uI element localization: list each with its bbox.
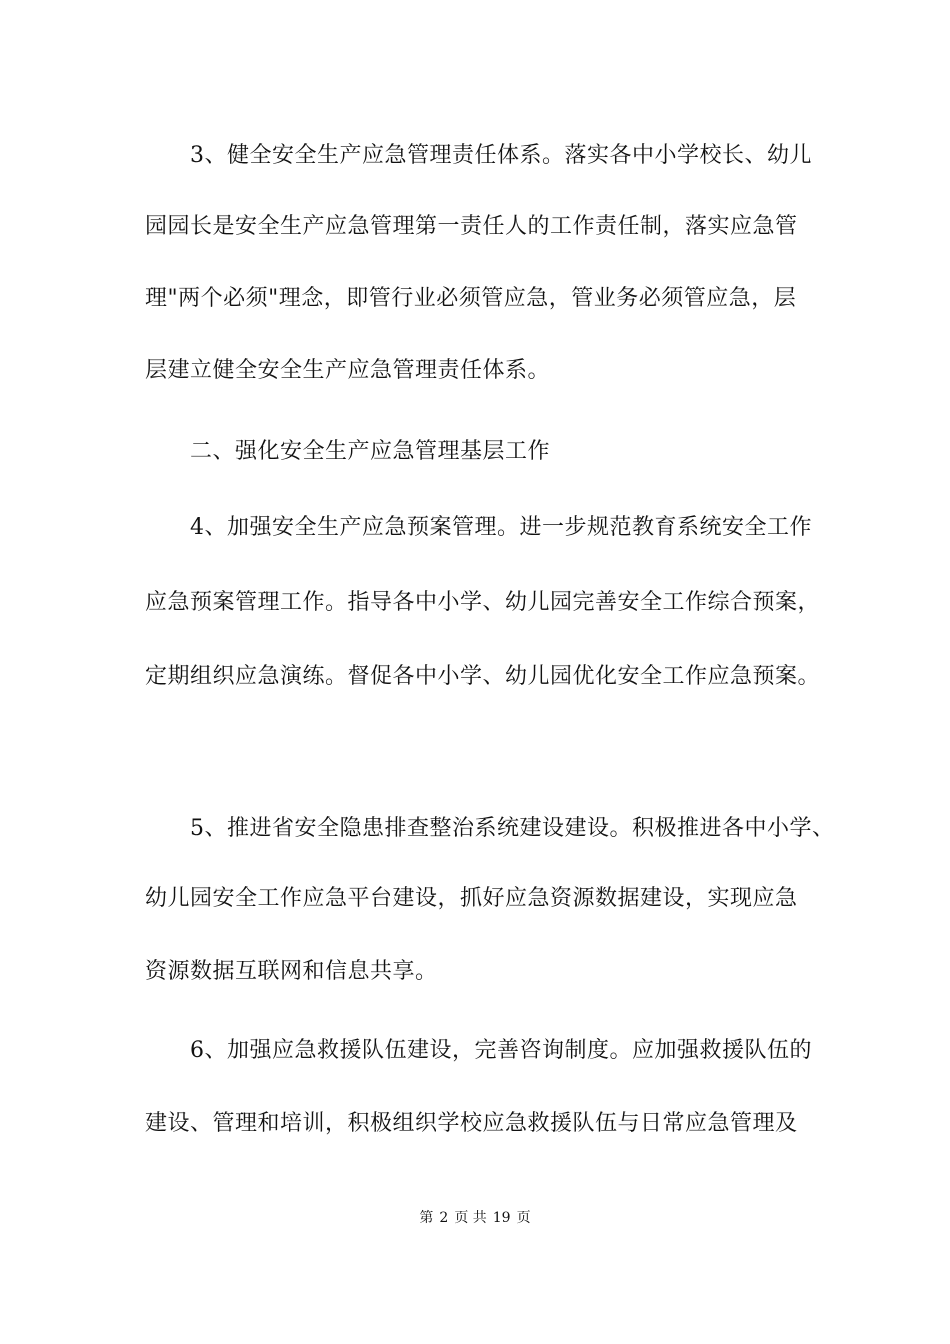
paragraph-line: 资源数据互联网和信息共享。 xyxy=(145,959,438,984)
paragraph-line: 应急预案管理工作。指导各中小学、幼儿园完善安全工作综合预案， xyxy=(145,590,821,615)
paragraph-line: 定期组织应急演练。督促各中小学、幼儿园优化安全工作应急预案。 xyxy=(145,664,821,689)
paragraph-line: 6、加强应急救援队伍建设，完善咨询制度。应加强救援队伍的 xyxy=(190,1038,812,1063)
footer-middle: 页 共 xyxy=(454,1210,487,1226)
paragraph-line: 4、加强安全生产应急预案管理。进一步规范教育系统安全工作 xyxy=(190,515,812,540)
footer-prefix: 第 xyxy=(419,1210,434,1226)
paragraph-line: 层建立健全安全生产应急管理责任体系。 xyxy=(145,358,551,383)
total-pages: 19 xyxy=(492,1210,511,1226)
page-number: 2 xyxy=(439,1210,449,1226)
paragraph-line: 园园长是安全生产应急管理第一责任人的工作责任制，落实应急管 xyxy=(145,214,798,239)
paragraph-line: 理"两个必须"理念，即管行业必须管应急，管业务必须管应急，层 xyxy=(145,286,797,311)
paragraph-line: 5、推进省安全隐患排查整治系统建设建设。积极推进各中小学、 xyxy=(190,816,835,841)
footer-suffix: 页 xyxy=(516,1210,531,1226)
section-heading: 二、强化安全生产应急管理基层工作 xyxy=(190,439,551,464)
paragraph-line: 建设、管理和培训，积极组织学校应急救援队伍与日常应急管理及 xyxy=(145,1111,798,1136)
paragraph-line: 幼儿园安全工作应急平台建设，抓好应急资源数据建设，实现应急 xyxy=(145,886,798,911)
paragraph-line: 3、健全安全生产应急管理责任体系。落实各中小学校长、幼儿 xyxy=(190,143,812,168)
page-footer xyxy=(0,1208,950,1228)
